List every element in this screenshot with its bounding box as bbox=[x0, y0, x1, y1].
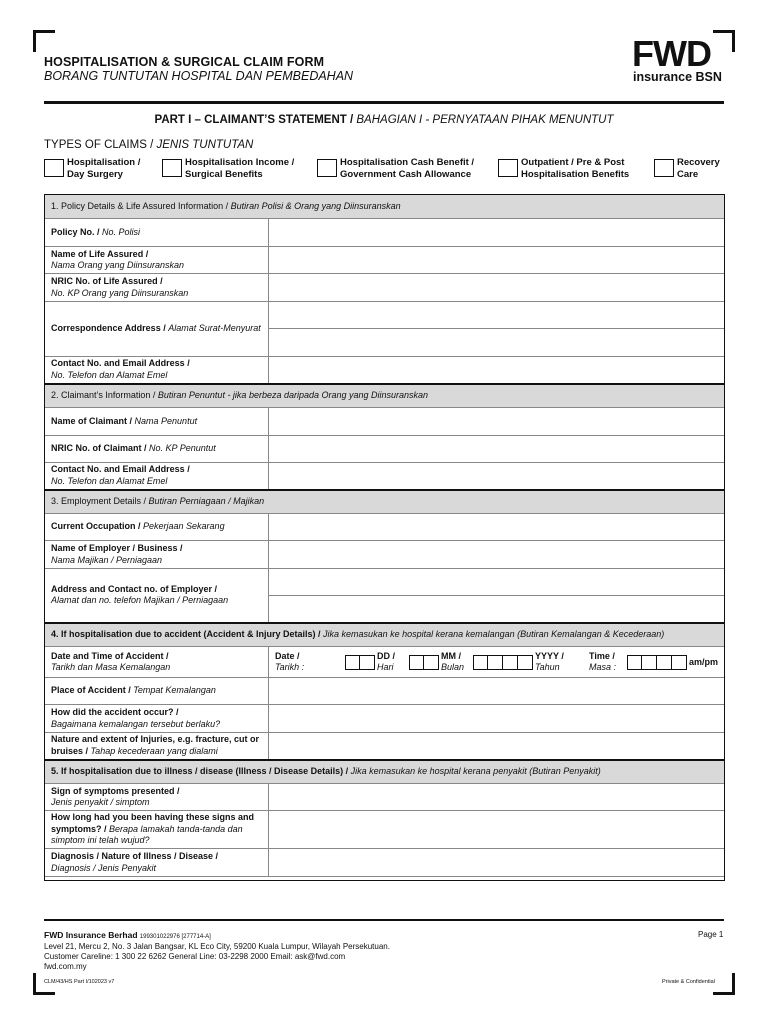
form-title: HOSPITALISATION & SURGICAL CLAIM FORM bbox=[44, 55, 325, 69]
name-life-assured-input[interactable] bbox=[268, 247, 724, 274]
section-1-header: 1. Policy Details & Life Assured Information / Butiran Polisi & Orang yang Diinsuranskan bbox=[45, 195, 725, 219]
row-symptom-duration: How long had you been having these signs and symptoms? / Berapa lamakah tanda-tanda dan simptom ini telah wujud? bbox=[45, 811, 725, 849]
checkbox-outpatient[interactable] bbox=[498, 159, 518, 177]
time-boxes[interactable] bbox=[627, 655, 687, 670]
claim-type-outpatient[interactable]: Outpatient / Pre & Post Hospitalisation Benefits bbox=[498, 157, 629, 181]
row-nric-life-assured: NRIC No. of Life Assured / No. KP Orang yang Diinsuranskan bbox=[45, 274, 725, 302]
accident-how-input[interactable] bbox=[268, 705, 724, 733]
row-name-life-assured: Name of Life Assured / Nama Orang yang Diinsuranskan bbox=[45, 247, 725, 274]
accident-datetime-cell: Date / Tarikh : DD / Hari MM / Bulan YYYY / Tahun Time / Masa : am/pm bbox=[268, 647, 724, 678]
section-5-header: 5. If hospitalisation due to illness / disease (Illness / Disease Details) / Jika kemasukan ke hospital kerana penyakit (Butiran Penyakit) bbox=[45, 760, 725, 784]
form-code: CLM/43/HS Part I/102023 v7 bbox=[44, 979, 115, 985]
row-nric-claimant: NRIC No. of Claimant / No. KP Penuntut bbox=[45, 436, 725, 463]
row-accident-place: Place of Accident / Tempat Kemalangan bbox=[45, 678, 725, 705]
accident-place-input[interactable] bbox=[268, 678, 724, 705]
footer-divider bbox=[44, 919, 724, 921]
insurance-bsn-logo: insurance BSN bbox=[633, 70, 722, 84]
company-name: FWD Insurance Berhad bbox=[44, 930, 138, 940]
contact-life-assured-input[interactable] bbox=[268, 357, 724, 384]
nric-life-assured-input[interactable] bbox=[268, 274, 724, 302]
symptoms-input[interactable] bbox=[268, 784, 724, 811]
employer-address-input-1[interactable] bbox=[268, 569, 724, 596]
form-subtitle: BORANG TUNTUTAN HOSPITAL DAN PEMBEDAHAN bbox=[44, 69, 354, 83]
row-policy-no: Policy No. / No. Polisi bbox=[45, 219, 725, 247]
checkbox-hospitalisation-income[interactable] bbox=[162, 159, 182, 177]
section-4-header: 4. If hospitalisation due to accident (Accident & Injury Details) / Jika kemasukan ke hospital kerana kemalangan (Butiran Kemalangan & Kecederaan) bbox=[45, 623, 725, 647]
claim-type-recovery-care[interactable]: Recovery Care bbox=[654, 157, 720, 181]
row-name-claimant: Name of Claimant / Nama Penuntut bbox=[45, 408, 725, 436]
correspondence-address-input-2[interactable] bbox=[268, 329, 724, 357]
corner-mark-bottom-right bbox=[713, 973, 735, 995]
claim-types-heading: TYPES OF CLAIMS / JENIS TUNTUTAN bbox=[44, 139, 254, 151]
month-boxes[interactable] bbox=[409, 655, 439, 670]
website: fwd.com.my bbox=[44, 962, 87, 971]
row-accident-how: How did the accident occur? / Bagaimana kemalangan tersebut berlaku? bbox=[45, 705, 725, 733]
row-contact-life-assured: Contact No. and Email Address / No. Telefon dan Alamat Emel bbox=[45, 357, 725, 384]
checkbox-hospitalisation[interactable] bbox=[44, 159, 64, 177]
row-correspondence-address-1: Correspondence Address / Alamat Surat-Menyurat bbox=[45, 302, 725, 329]
section-2-header: 2. Claimant’s Information / Butiran Penuntut - jika berbeza daripada Orang yang Diinsuranskan bbox=[45, 384, 725, 408]
correspondence-address-input-1[interactable] bbox=[268, 302, 724, 329]
employer-address-input-2[interactable] bbox=[268, 596, 724, 623]
row-diagnosis: Diagnosis / Nature of Illness / Disease / Diagnosis / Jenis Penyakit bbox=[45, 849, 725, 877]
section-3-header: 3. Employment Details / Butiran Perniagaan / Majikan bbox=[45, 490, 725, 514]
page-number: Page 1 bbox=[698, 930, 724, 939]
employer-input[interactable] bbox=[268, 541, 724, 569]
row-injuries: Nature and extent of Injuries, e.g. fracture, cut or bruises / Tahap kecederaan yang dialami bbox=[45, 733, 725, 760]
part-title: PART I – CLAIMANT’S STATEMENT / BAHAGIAN I - PERNYATAAN PIHAK MENUNTUT bbox=[154, 114, 614, 126]
policy-no-input[interactable] bbox=[268, 219, 724, 247]
corner-mark-top-left bbox=[33, 30, 55, 52]
footer-company-info bbox=[44, 930, 390, 972]
claim-type-hospitalisation[interactable]: Hospitalisation / Day Surgery bbox=[44, 157, 140, 181]
day-boxes[interactable] bbox=[345, 655, 375, 670]
claim-form-table bbox=[44, 194, 725, 877]
name-claimant-input[interactable] bbox=[268, 408, 724, 436]
header-divider bbox=[44, 101, 724, 104]
corner-mark-top-right bbox=[713, 30, 735, 52]
row-employer: Name of Employer / Business / Nama Majikan / Perniagaan bbox=[45, 541, 725, 569]
occupation-input[interactable] bbox=[268, 514, 724, 541]
claim-type-hospitalisation-income[interactable]: Hospitalisation Income / Surgical Benefits bbox=[162, 157, 294, 181]
symptom-duration-input[interactable] bbox=[268, 811, 724, 849]
claim-type-cash-benefit[interactable]: Hospitalisation Cash Benefit / Government Cash Allowance bbox=[317, 157, 474, 181]
row-contact-claimant: Contact No. and Email Address / No. Telefon dan Alamat Emel bbox=[45, 463, 725, 490]
company-reg: 199301022976 [277714-A] bbox=[139, 934, 211, 940]
fwd-logo: FWD bbox=[632, 33, 711, 74]
checkbox-recovery-care[interactable] bbox=[654, 159, 674, 177]
row-accident-datetime: Date and Time of Accident / Tarikh dan Masa Kemalangan Date / Tarikh : DD / Hari MM / Bulan YYYY / Tahun Time / Masa : am/pm bbox=[45, 647, 725, 678]
checkbox-cash-benefit[interactable] bbox=[317, 159, 337, 177]
injuries-input[interactable] bbox=[268, 733, 724, 760]
confidential-label: Private & Confidential bbox=[662, 979, 715, 985]
nric-claimant-input[interactable] bbox=[268, 436, 724, 463]
company-address: Level 21, Mercu 2, No. 3 Jalan Bangsar, KL Eco City, 59200 Kuala Lumpur, Wilayah Persekutuan. bbox=[44, 942, 390, 951]
contact-claimant-input[interactable] bbox=[268, 463, 724, 490]
row-employer-address-1: Address and Contact no. of Employer / Alamat dan no. telefon Majikan / Perniagaan bbox=[45, 569, 725, 596]
diagnosis-input[interactable] bbox=[268, 849, 724, 877]
row-occupation: Current Occupation / Pekerjaan Sekarang bbox=[45, 514, 725, 541]
ampm-label: am/pm bbox=[688, 656, 718, 667]
careline: Customer Careline: 1 300 22 6262 General Line: 03-2298 2000 Email: ask@fwd.com bbox=[44, 952, 346, 961]
year-boxes[interactable] bbox=[473, 655, 533, 670]
row-symptoms: Sign of symptoms presented / Jenis penyakit / simptom bbox=[45, 784, 725, 811]
